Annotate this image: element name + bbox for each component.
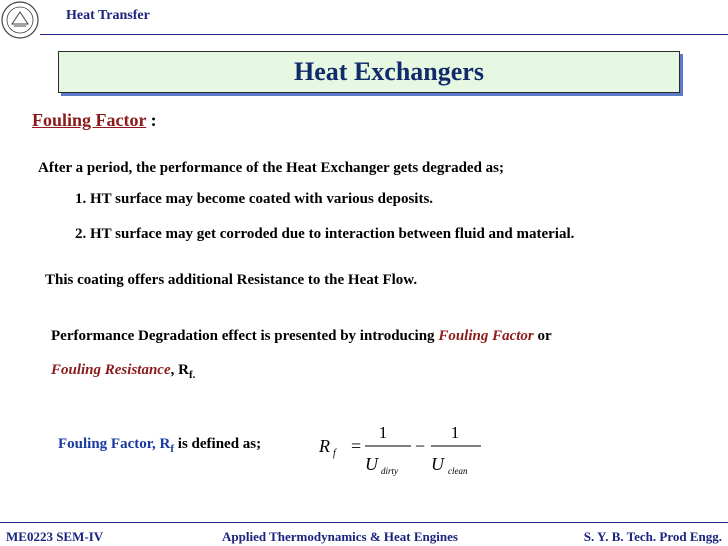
- section-heading: [32, 110, 157, 131]
- eq-lhs-sub: f: [333, 448, 336, 459]
- top-divider: [40, 34, 728, 35]
- definition-label-rest: is defined as;: [174, 436, 262, 452]
- fouling-factor-term: Fouling Factor: [438, 328, 534, 344]
- definition-label-main: Fouling Factor, R: [58, 436, 171, 452]
- footer-course-code: ME0223 SEM-IV: [6, 529, 104, 544]
- eq-den2-sub: clean: [448, 466, 468, 476]
- coating-text: This coating offers additional Resistance to the Heat Flow.: [45, 272, 418, 288]
- eq-den2: U: [431, 454, 444, 474]
- slide-title-box: [58, 51, 680, 93]
- definition-label-sub: f: [170, 443, 175, 455]
- intro-text: After a period, the performance of the Heat Exchanger gets degraded as;: [38, 160, 505, 176]
- eq-minus: −: [415, 436, 426, 456]
- section-term: Fouling Factor: [32, 110, 147, 130]
- fouling-resistance-term: Fouling Resistance: [51, 362, 171, 378]
- header-title: Heat Transfer: [66, 8, 150, 23]
- eq-equals: =: [351, 436, 362, 456]
- list-item: 2. HT surface may get corroded due to interaction between fluid and material.: [75, 226, 575, 242]
- section-suffix: :: [146, 110, 157, 130]
- performance-text-line1: [51, 328, 552, 345]
- performance-prefix: Performance Degradation effect is presented by introducing: [51, 328, 439, 344]
- bottom-divider: [0, 522, 728, 523]
- resistance-symbol: , R: [170, 362, 189, 378]
- definition-label: [58, 436, 261, 455]
- eq-num1: 1: [378, 423, 388, 442]
- list-item: 1. HT surface may become coated with various deposits.: [75, 191, 434, 207]
- eq-den1-sub: dirty: [381, 466, 398, 476]
- eq-lhs: R: [319, 436, 330, 456]
- eq-den1: U: [365, 454, 378, 474]
- institute-logo: [0, 0, 40, 40]
- footer-course-title: Applied Thermodynamics & Heat Engines: [222, 529, 458, 544]
- performance-suffix: or: [533, 328, 552, 344]
- eq-num2: 1: [450, 423, 460, 442]
- fouling-factor-equation: [315, 418, 495, 478]
- performance-text-line2: [51, 362, 195, 381]
- slide-title: Heat Exchangers: [294, 57, 484, 86]
- resistance-subscript: f.: [188, 369, 196, 381]
- footer-program: S. Y. B. Tech. Prod Engg.: [583, 529, 722, 544]
